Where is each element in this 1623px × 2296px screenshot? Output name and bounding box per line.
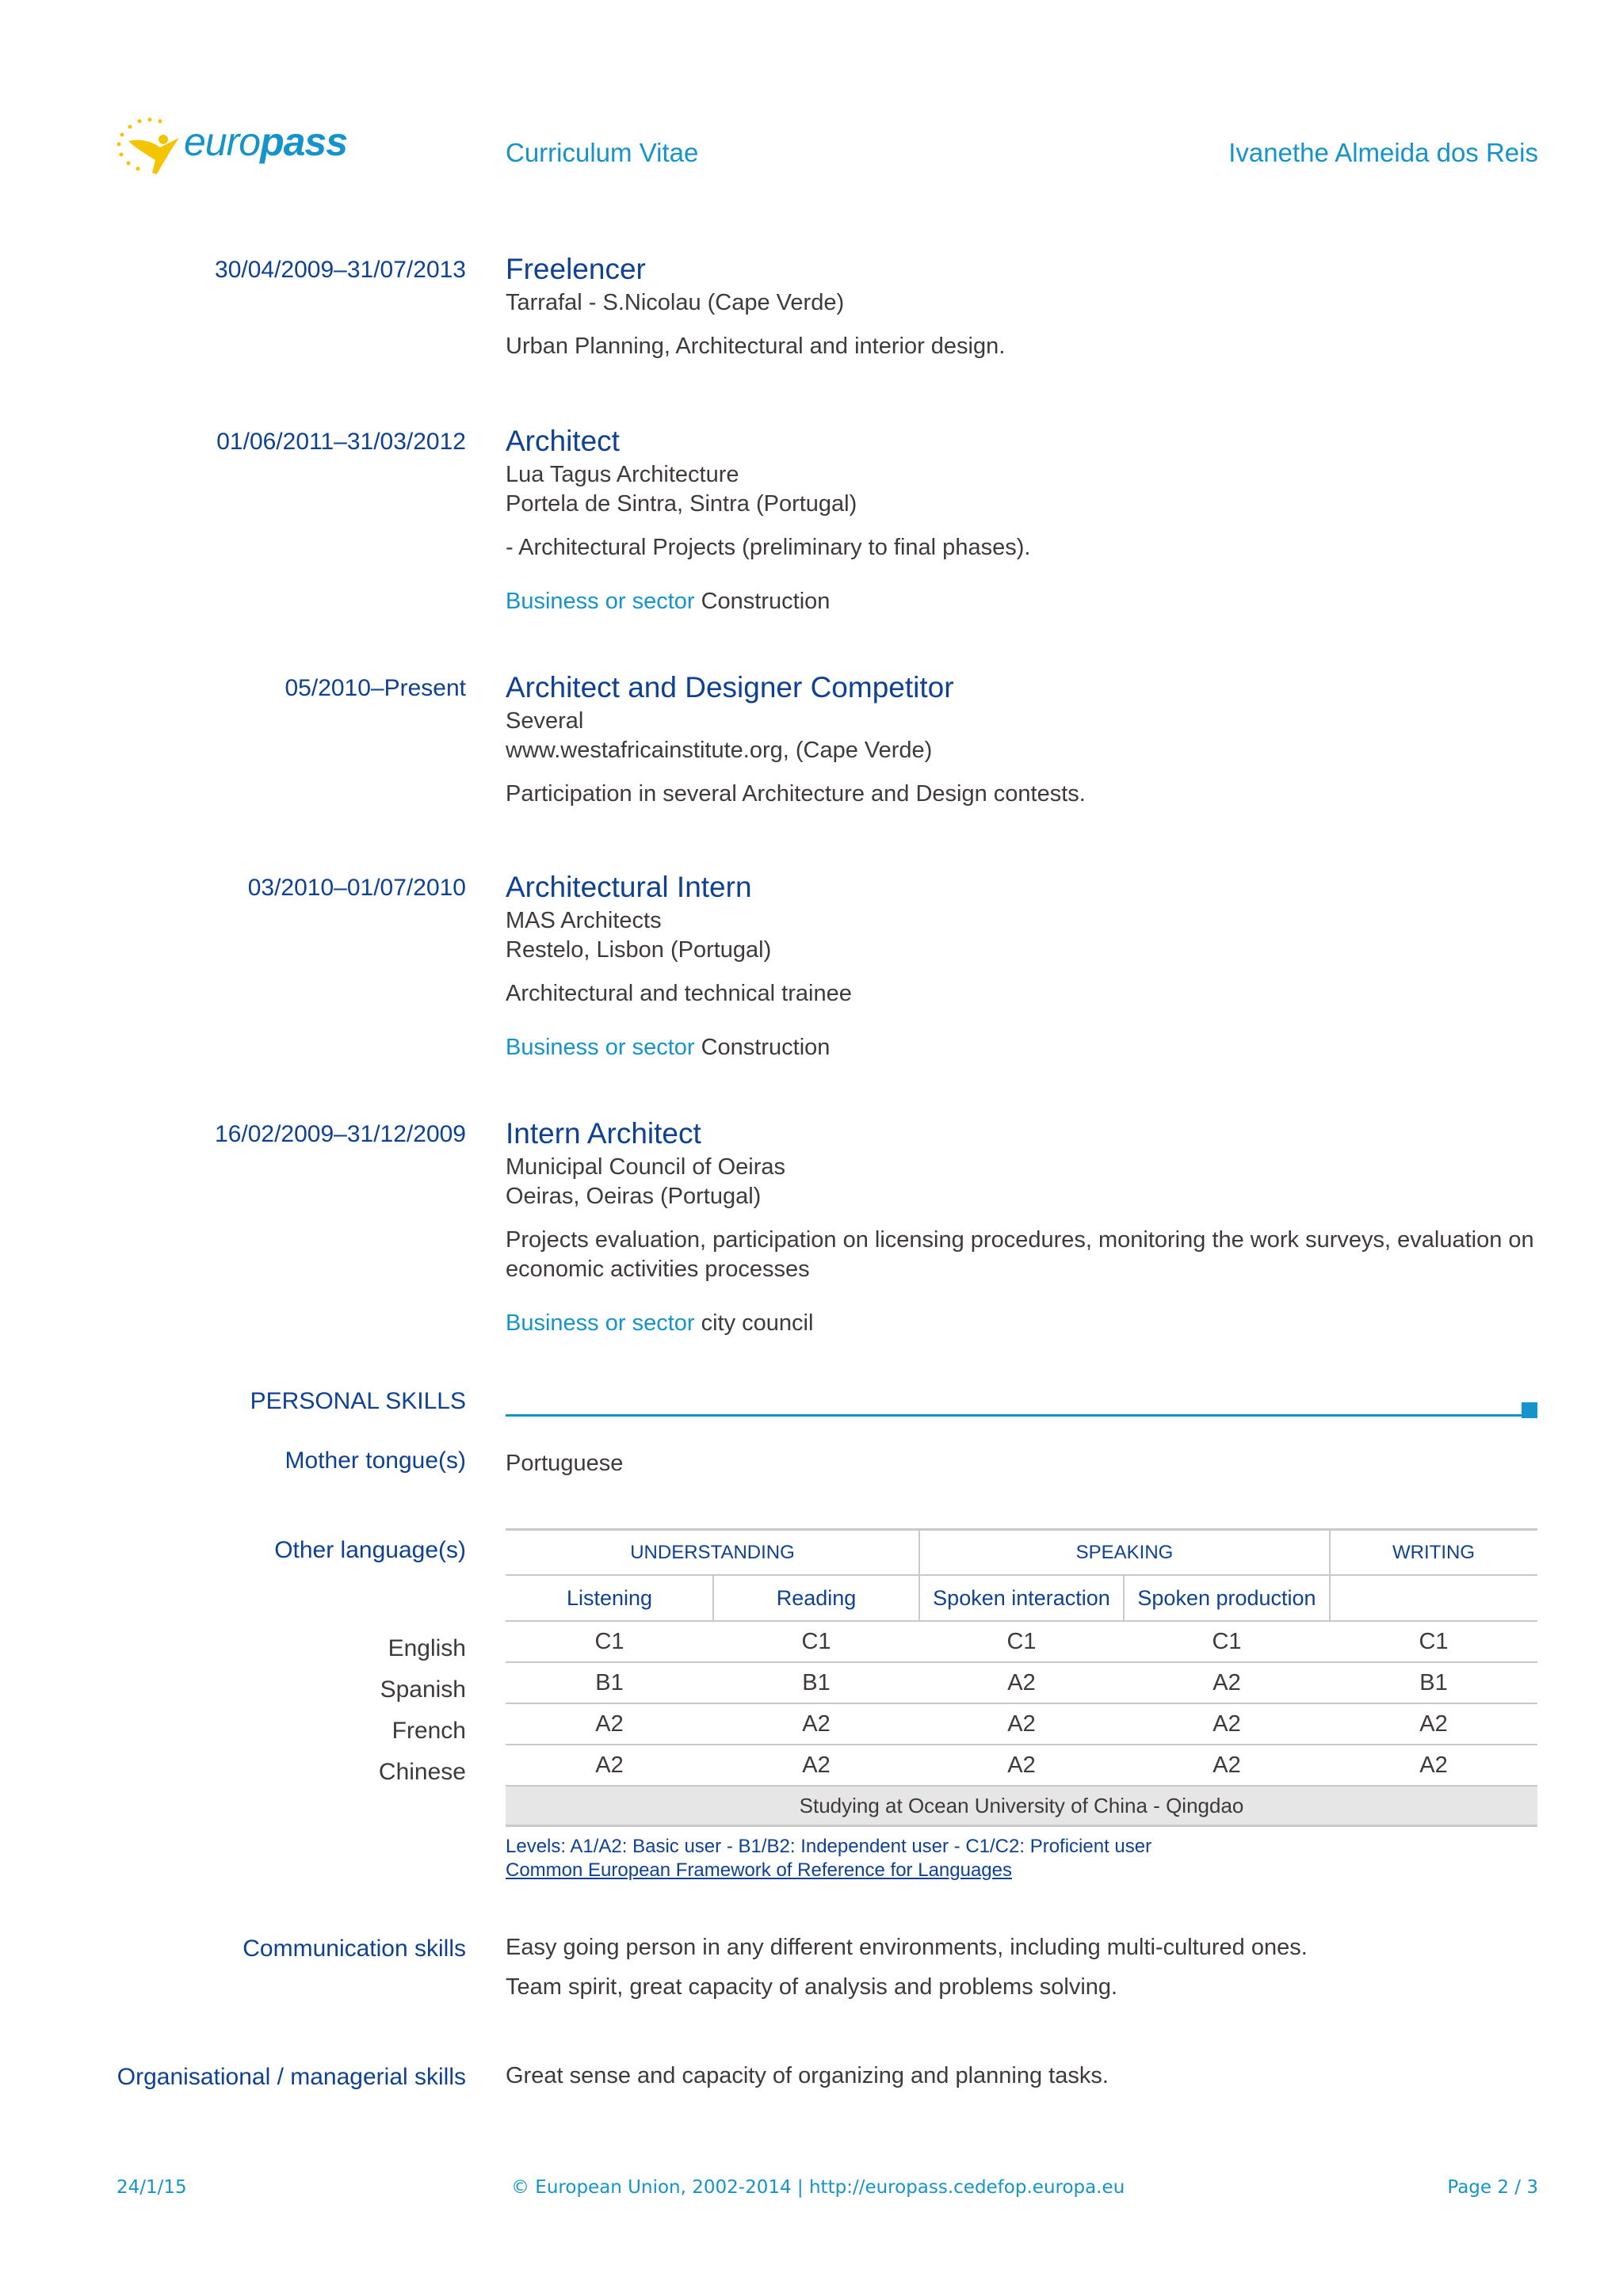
level-cell: A2 xyxy=(1007,1711,1036,1737)
business-sector-label: Business or sector xyxy=(506,589,695,614)
organisational-skills-content xyxy=(506,2061,1536,2091)
job-title: Freelencer xyxy=(506,253,646,285)
communication-skills-label: Communication skills xyxy=(242,1936,466,1962)
experience-entry xyxy=(506,424,1536,616)
job-description: Urban Planning, Architectural and interior design. xyxy=(506,334,1006,359)
language-name: English xyxy=(388,1635,466,1661)
certificate-row xyxy=(506,1787,1537,1827)
level-cell: A2 xyxy=(595,1753,624,1778)
person-name: Ivanethe Almeida dos Reis xyxy=(1228,138,1538,167)
experience-entry xyxy=(506,252,1536,361)
column-separator xyxy=(1329,1576,1331,1620)
employer-line: Lua Tagus Architecture xyxy=(506,462,739,487)
business-sector xyxy=(506,1309,1536,1338)
communication-skill-line: Easy going person in any different environments, including multi-cultured ones. xyxy=(506,1935,1308,1960)
experience-dates: 16/02/2009–31/12/2009 xyxy=(215,1121,466,1147)
header-reading: Reading xyxy=(776,1586,857,1610)
employer-line: Municipal Council of Oeiras xyxy=(506,1154,785,1180)
employer-line: Several xyxy=(506,708,584,734)
level-cell: A2 xyxy=(1007,1670,1036,1695)
levels-note: Levels: A1/A2: Basic user - B1/B2: Independent user - C1/C2: Proficient user xyxy=(506,1836,1152,1857)
business-sector xyxy=(506,587,1536,616)
language-level-row xyxy=(506,1663,1537,1704)
level-cell: B1 xyxy=(1419,1670,1448,1695)
level-cell: A2 xyxy=(1212,1670,1241,1695)
section-divider-square-icon xyxy=(1522,1402,1537,1418)
level-cell: A2 xyxy=(1419,1711,1448,1737)
experience-entry xyxy=(506,1116,1536,1338)
europass-logo xyxy=(111,111,349,182)
organisational-skill-line: Great sense and capacity of organizing and planning tasks. xyxy=(506,2063,1109,2088)
header-speaking: SPEAKING xyxy=(1075,1542,1174,1563)
level-cell: C1 xyxy=(1212,1629,1242,1654)
business-sector-label: Business or sector xyxy=(506,1310,695,1336)
business-sector-value: city council xyxy=(701,1310,814,1336)
business-sector-value: Construction xyxy=(701,589,831,614)
job-description: Projects evaluation, participation on licensing procedures, monitoring the work surveys, evaluation on xyxy=(506,1227,1534,1253)
language-level-row xyxy=(506,1622,1537,1663)
mother-tongue-label: Mother tongue(s) xyxy=(285,1447,466,1474)
level-cell: A2 xyxy=(802,1711,831,1737)
business-sector xyxy=(506,1033,1536,1062)
mother-tongue-value: Portuguese xyxy=(506,1451,624,1476)
header-understanding: UNDERSTANDING xyxy=(630,1542,795,1563)
header-spoken-production: Spoken production xyxy=(1137,1586,1316,1610)
level-cell: B1 xyxy=(802,1670,831,1695)
language-name: Chinese xyxy=(378,1759,466,1785)
certificate-note: Studying at Ocean University of China - Qingdao xyxy=(799,1794,1244,1817)
employer-line: Restelo, Lisbon (Portugal) xyxy=(506,937,772,963)
footer-page-number: Page 2 / 3 xyxy=(1447,2177,1538,2198)
level-cell: B1 xyxy=(595,1670,624,1695)
employer-line: Tarrafal - S.Nicolau (Cape Verde) xyxy=(506,290,845,315)
header-spoken-interaction: Spoken interaction xyxy=(933,1586,1110,1610)
level-cell: C1 xyxy=(1419,1629,1449,1654)
level-cell: A2 xyxy=(1419,1753,1448,1778)
job-title: Architect xyxy=(506,425,620,457)
experience-dates: 01/06/2011–31/03/2012 xyxy=(216,429,466,455)
experience-dates: 05/2010–Present xyxy=(285,675,466,701)
experience-dates: 30/04/2009–31/07/2013 xyxy=(215,257,466,283)
employer-line: Oeiras, Oeiras (Portugal) xyxy=(506,1184,762,1209)
level-cell: A2 xyxy=(802,1753,831,1778)
organisational-skills-label: Organisational / managerial skills xyxy=(116,2064,466,2090)
job-description: economic activities processes xyxy=(506,1257,810,1282)
table-group-header-row xyxy=(506,1531,1537,1576)
language-name: Spanish xyxy=(380,1676,466,1703)
job-title: Intern Architect xyxy=(506,1117,701,1150)
language-level-row xyxy=(506,1745,1537,1787)
business-sector-value: Construction xyxy=(701,1035,831,1060)
logo-text-euro: euro xyxy=(184,120,261,164)
header-writing: WRITING xyxy=(1392,1542,1475,1563)
header-listening: Listening xyxy=(566,1586,653,1610)
level-cell: C1 xyxy=(801,1629,831,1654)
level-cell: C1 xyxy=(1006,1629,1037,1654)
job-description: - Architectural Projects (preliminary to final phases). xyxy=(506,535,1031,560)
language-name: French xyxy=(391,1718,466,1744)
communication-skills-content xyxy=(506,1933,1536,2002)
other-languages-label: Other language(s) xyxy=(274,1537,466,1563)
footer-date: 24/1/15 xyxy=(116,2177,187,2198)
experience-entry xyxy=(506,870,1536,1062)
framework-link[interactable]: Common European Framework of Reference for Languages xyxy=(506,1859,1012,1881)
communication-skill-line: Team spirit, great capacity of analysis and problems solving. xyxy=(506,1974,1118,2000)
section-divider xyxy=(506,1414,1523,1417)
language-level-row xyxy=(506,1704,1537,1745)
level-cell: A2 xyxy=(1212,1753,1241,1778)
experience-dates: 03/2010–01/07/2010 xyxy=(247,875,466,901)
employer-line: www.westafricainstitute.org, (Cape Verde) xyxy=(506,738,933,763)
section-heading-personal-skills: PERSONAL SKILLS xyxy=(250,1388,466,1414)
table-sub-header-row xyxy=(506,1576,1537,1622)
level-cell: A2 xyxy=(595,1711,624,1737)
job-description: Participation in several Architecture and Design contests. xyxy=(506,781,1086,807)
experience-entry xyxy=(506,670,1536,809)
job-title: Architectural Intern xyxy=(506,871,752,903)
employer-line: Portela de Sintra, Sintra (Portugal) xyxy=(506,491,857,517)
job-description: Architectural and technical trainee xyxy=(506,981,852,1006)
footer-copyright: © European Union, 2002-2014 | http://europass.cedefop.europa.eu xyxy=(511,2177,1125,2198)
employer-line: MAS Architects xyxy=(506,908,662,933)
level-cell: A2 xyxy=(1007,1753,1036,1778)
business-sector-label: Business or sector xyxy=(506,1035,695,1060)
level-cell: C1 xyxy=(594,1629,624,1654)
document-title: Curriculum Vitae xyxy=(506,138,699,167)
level-cell: A2 xyxy=(1212,1711,1241,1737)
job-title: Architect and Designer Competitor xyxy=(506,671,954,704)
logo-text-pass: pass xyxy=(260,120,348,164)
